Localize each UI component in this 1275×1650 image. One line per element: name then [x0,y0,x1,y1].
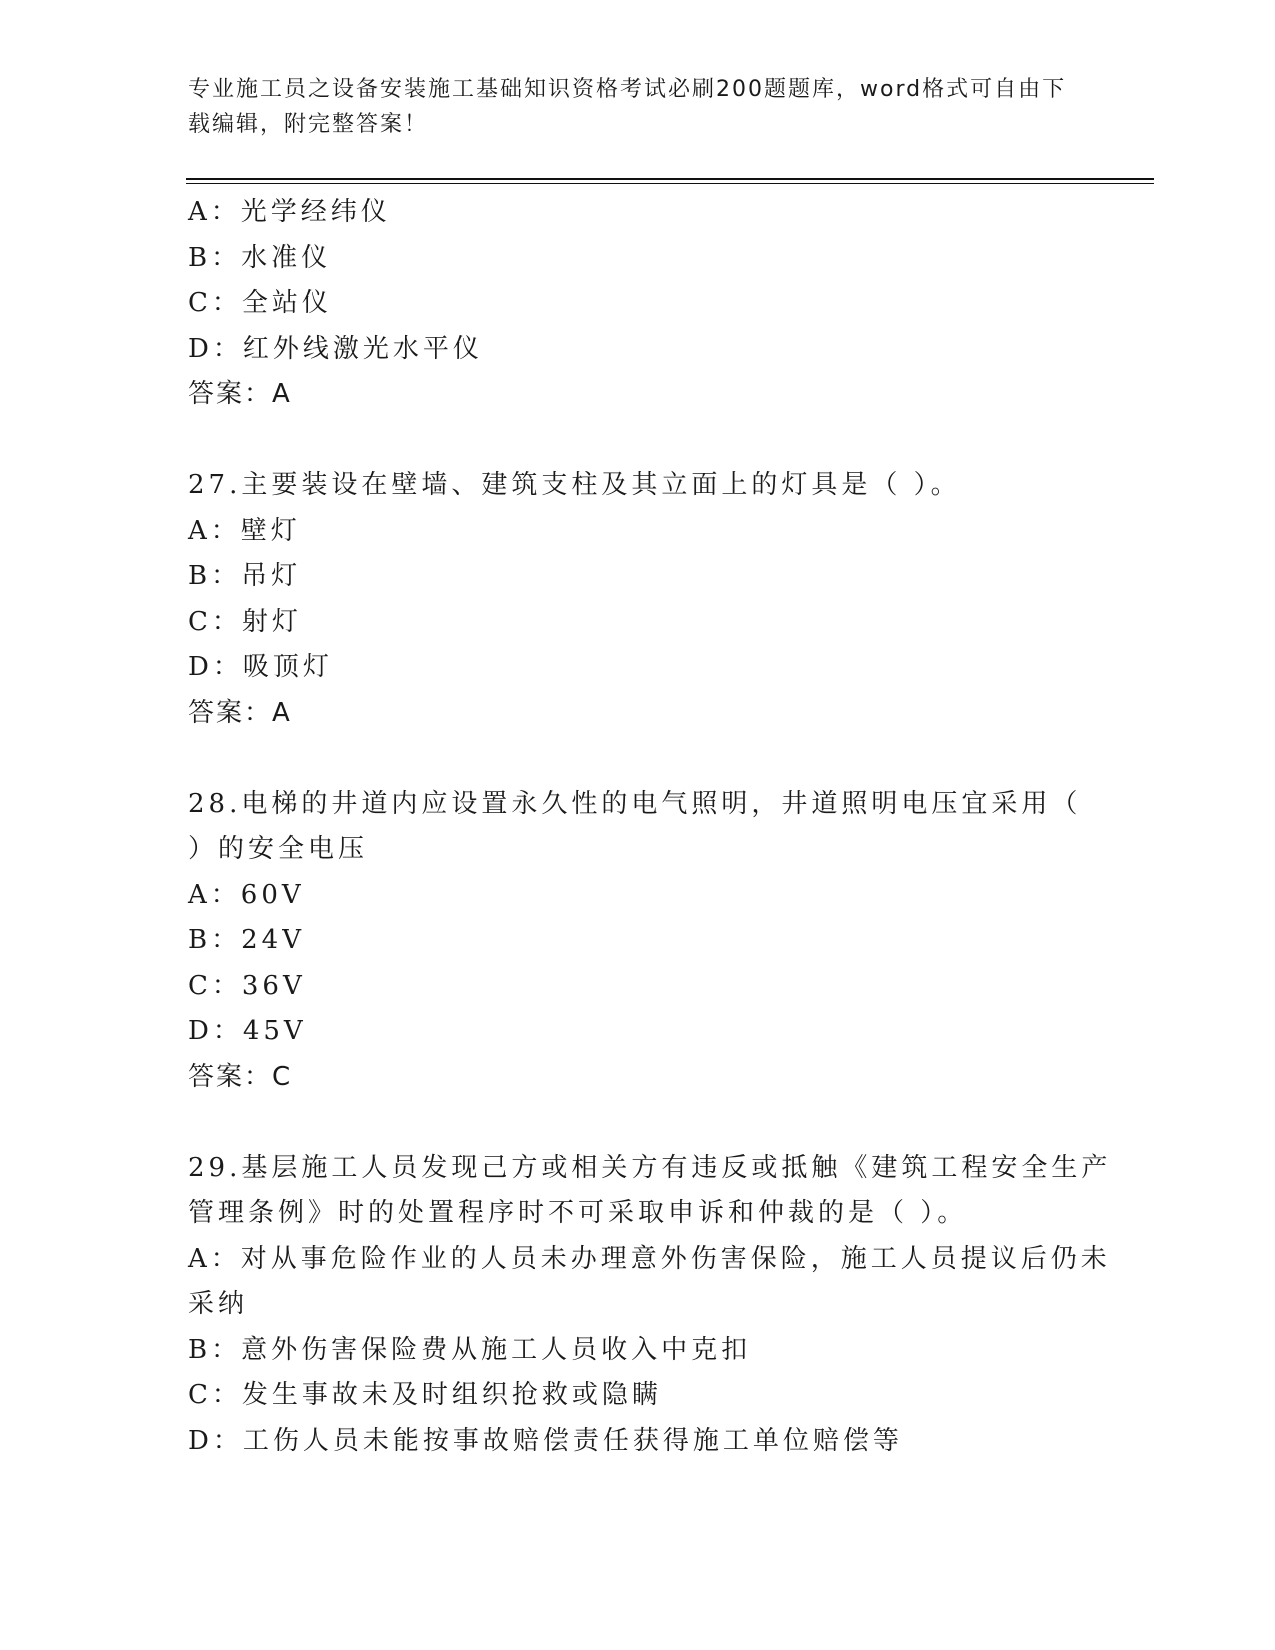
question-28 [188,782,1088,1101]
q27-answer: 答案：A [188,697,292,728]
q26-option-c: C：全站仪 [188,288,332,318]
q28-option-d: D：45V [188,1016,307,1046]
q29-stem-line2: 管理条例》时的处置程序时不可采取申诉和仲裁的是（ ）。 [188,1198,968,1228]
header-rule-thick [186,178,1154,180]
document-header: 专业施工员之设备安装施工基础知识资格考试必刷200题题库，word格式可自由下载编辑，附完整答案！ [188,77,1067,137]
spacer [188,1100,1088,1146]
q29-option-a-line1: A：对从事危险作业的人员未办理意外伤害保险，施工人员提议后仍未 [188,1243,1111,1274]
question-content [188,190,1112,1464]
q27-option-d: D：吸顶灯 [188,652,333,682]
q26-option-d: D：红外线激光水平仪 [188,333,483,364]
q29-option-c: C：发生事故未及时组织抢救或隐瞒 [188,1380,662,1410]
q29-stem-line1: 29.基层施工人员发现己方或相关方有违反或抵触《建筑工程安全生产 [188,1152,1112,1183]
question-29 [188,1146,1112,1465]
spacer [188,418,1088,464]
q28-option-c: C：36V [188,970,306,1001]
q26-option-b: B：水准仪 [188,242,332,273]
q29-option-a-line2: 采纳 [188,1289,249,1319]
q27-option-b: B：吊灯 [188,561,302,591]
q28-option-a: A：60V [188,879,305,910]
q28-stem-line1: 28.电梯的井道内应设置永久性的电气照明，井道照明电压宜采用（ [188,788,1082,819]
spacer [188,736,1088,782]
q26-option-a: A：光学经纬仪 [188,197,391,227]
header-rule-thin [186,183,1154,184]
q27-option-a: A：壁灯 [188,515,301,546]
q28-option-b: B：24V [188,925,305,955]
q28-answer: 答案：C [188,1061,293,1092]
q29-option-d: D：工伤人员未能按事故赔偿责任获得施工单位赔偿等 [188,1425,903,1456]
q27-stem: 27.主要装设在壁墙、建筑支柱及其立面上的灯具是（ ）。 [188,470,961,500]
q28-stem-line2: ）的安全电压 [188,834,369,864]
q26-answer: 答案：A [188,379,292,409]
question-27 [188,463,1088,736]
question-26-options [188,190,1088,418]
q29-option-b: B：意外伤害保险费从施工人员收入中克扣 [188,1334,752,1365]
q27-option-c: C：射灯 [188,606,302,637]
